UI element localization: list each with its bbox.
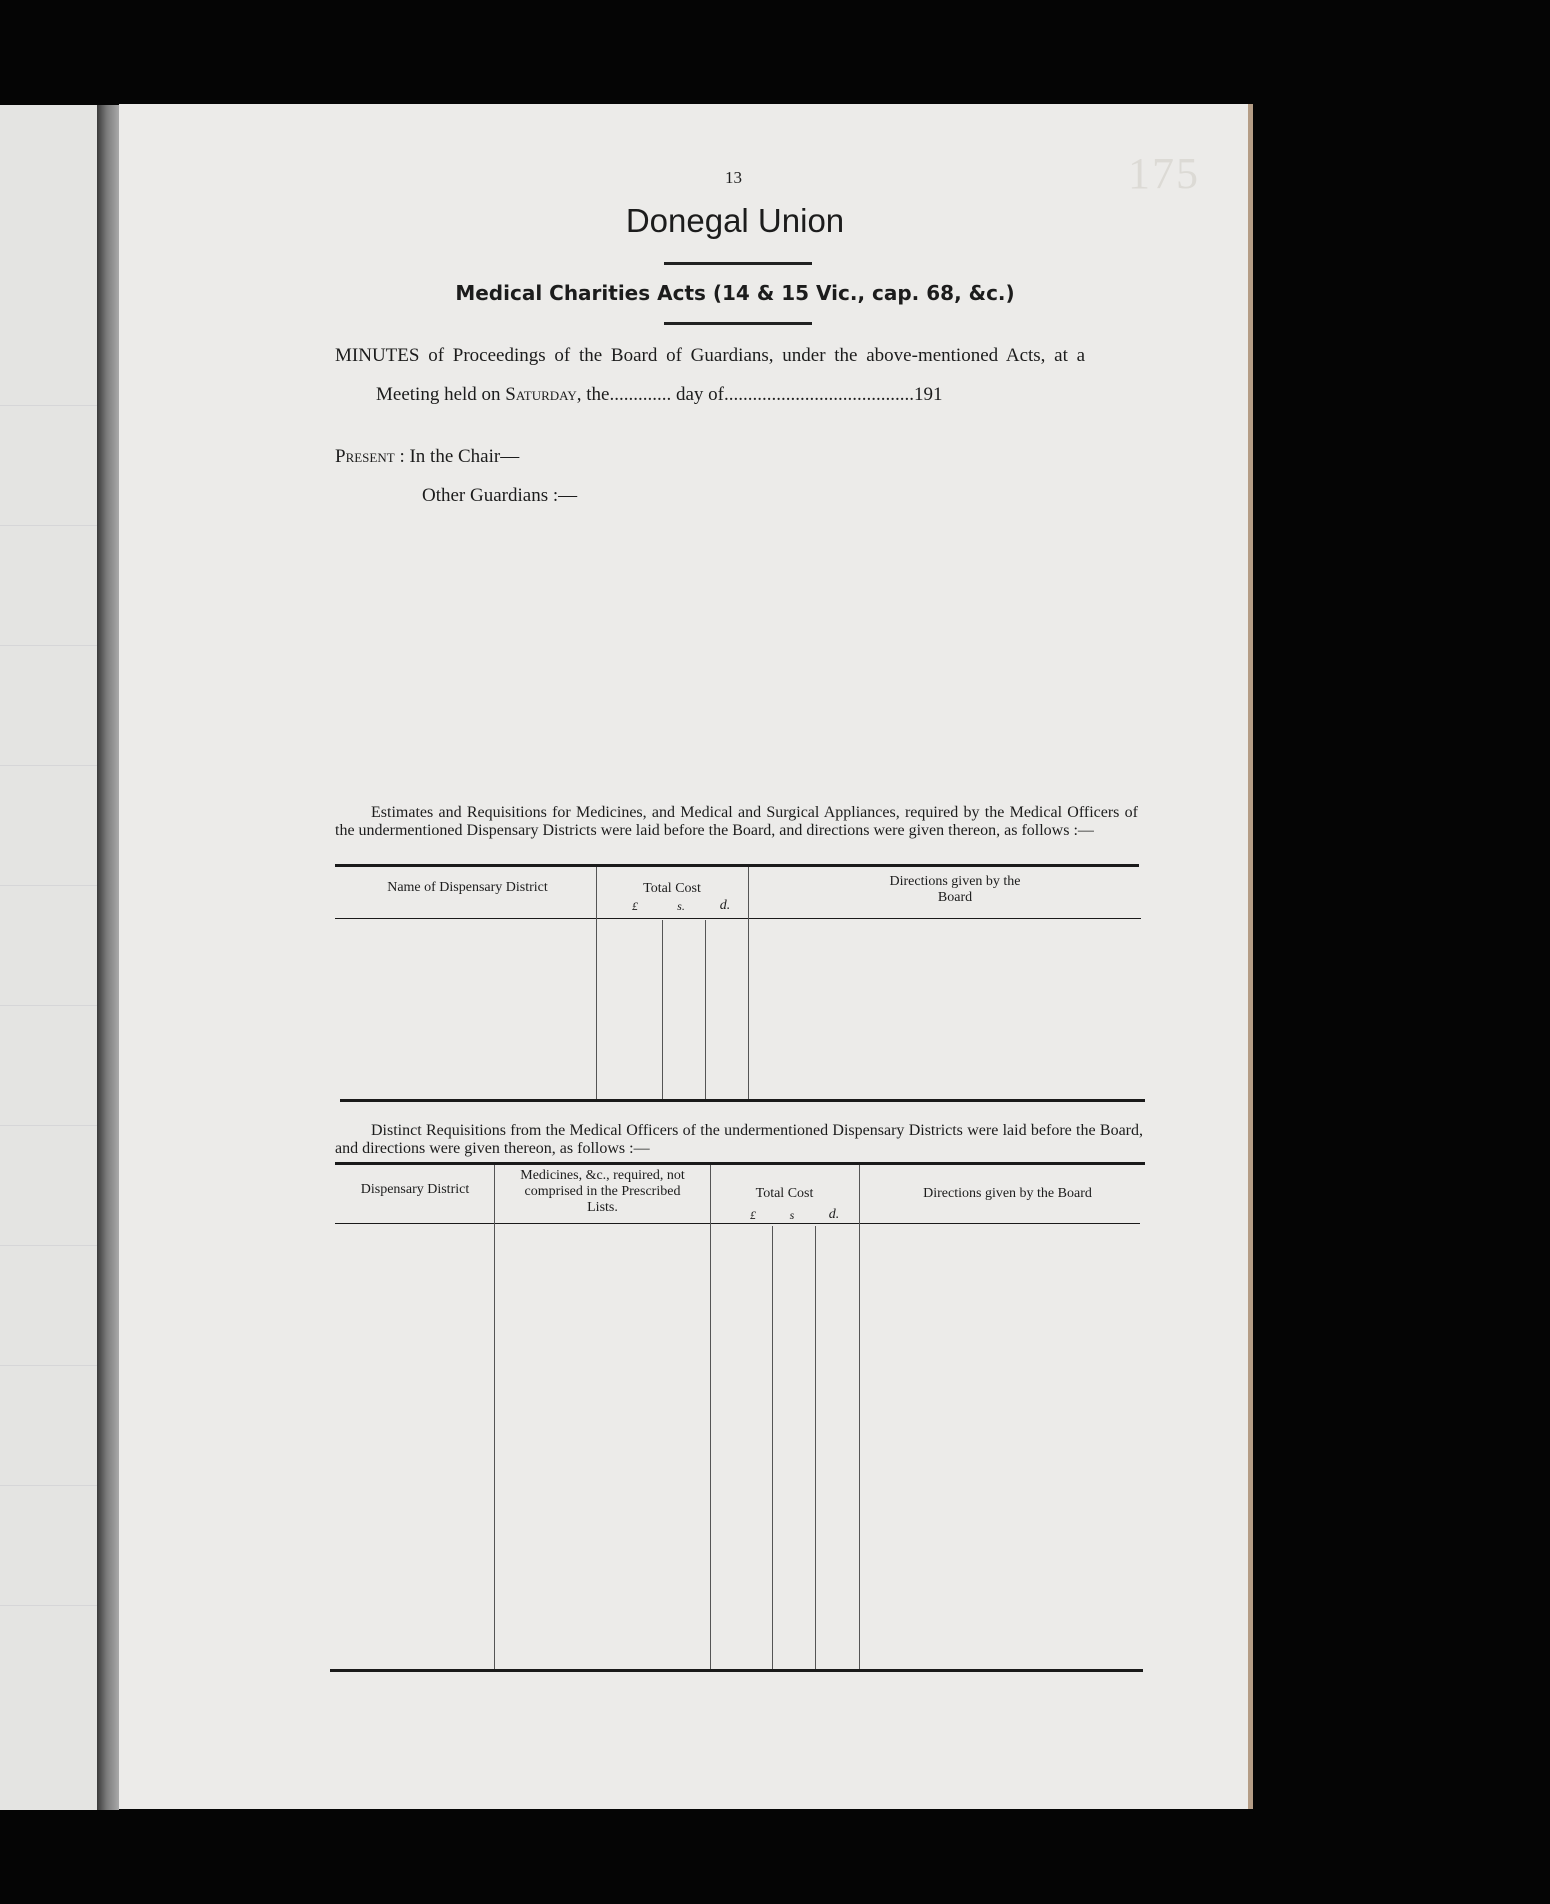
distinct-divider-3 bbox=[859, 1165, 860, 1669]
distinct-col-pence: d. bbox=[828, 1207, 840, 1222]
estimates-table-top-rule bbox=[335, 864, 1139, 867]
distinct-table-bottom-rule bbox=[330, 1669, 1143, 1672]
estimates-col-shillings: s. bbox=[677, 899, 685, 913]
minutes-line-2-rest: , the............. day of........................................191 bbox=[576, 384, 943, 405]
subtitle: Medical Charities Acts (14 & 15 Vic., cap. 68, &c.) bbox=[455, 281, 1015, 305]
in-the-chair: : In the Chair— bbox=[399, 446, 520, 467]
estimates-col-pounds: £ bbox=[632, 899, 638, 913]
minutes-line-2-prefix: Meeting held on bbox=[376, 384, 506, 405]
distinct-divider-1 bbox=[494, 1165, 495, 1669]
estimates-intro: Estimates and Requisitions for Medicines, and Medical and Surgical Appliances, required by the Medical Officers of the undermentioned Dispensary Districts were laid before the Board, and directions were given thereon, as follows :— bbox=[335, 804, 1138, 839]
minutes-line-2 bbox=[376, 384, 943, 406]
page-number: 13 bbox=[725, 168, 742, 187]
estimates-divider-shillings bbox=[705, 920, 706, 1099]
title-divider bbox=[664, 262, 812, 265]
distinct-col-total-cost: Total Cost bbox=[755, 1186, 814, 1201]
estimates-col-total-cost: Total Cost bbox=[643, 881, 701, 896]
left-page-edge bbox=[0, 105, 100, 1810]
estimates-divider-1 bbox=[596, 867, 597, 1099]
distinct-col-pounds: £ bbox=[750, 1208, 756, 1222]
distinct-intro: Distinct Requisitions from the Medical Officers of the undermentioned Dispensary Districts were laid before the Board, and directions were given thereon, as follows :— bbox=[335, 1122, 1143, 1157]
estimates-header-bottom-rule bbox=[335, 918, 1141, 919]
meeting-day: Saturday bbox=[505, 384, 577, 405]
page-edge bbox=[1248, 104, 1253, 1809]
distinct-col-directions: Directions given by the Board bbox=[923, 1186, 1092, 1201]
minutes-line-1: MINUTES of Proceedings of the Board of Guardians, under the above-mentioned Acts, at a bbox=[335, 345, 1086, 366]
subtitle-divider bbox=[664, 322, 812, 325]
other-guardians: Other Guardians :— bbox=[422, 485, 578, 506]
distinct-col-district: Dispensary District bbox=[360, 1182, 470, 1197]
distinct-col-medicines: Medicines, &c., required, not comprised in the Prescribed Lists. bbox=[520, 1168, 685, 1215]
distinct-col-shillings: s bbox=[789, 1208, 795, 1222]
estimates-col-district: Name of Dispensary District bbox=[387, 880, 548, 895]
distinct-divider-shillings bbox=[815, 1226, 816, 1669]
estimates-divider-2 bbox=[748, 867, 749, 1099]
estimates-table-bottom-rule bbox=[340, 1099, 1145, 1102]
book-gutter bbox=[97, 105, 119, 1810]
distinct-header-bottom-rule bbox=[335, 1223, 1140, 1224]
page-title: Donegal Union bbox=[625, 202, 845, 239]
estimates-divider-pounds bbox=[662, 920, 663, 1099]
present-label: Present bbox=[335, 446, 395, 467]
distinct-table-top-rule bbox=[335, 1162, 1145, 1165]
distinct-divider-2 bbox=[710, 1165, 711, 1669]
distinct-divider-pounds bbox=[772, 1226, 773, 1669]
present-chair-line bbox=[335, 446, 519, 468]
estimates-col-directions: Directions given by the Board bbox=[889, 874, 1021, 905]
estimates-col-pence: d. bbox=[719, 898, 731, 913]
faint-stamp-number: 175 bbox=[1128, 149, 1200, 198]
